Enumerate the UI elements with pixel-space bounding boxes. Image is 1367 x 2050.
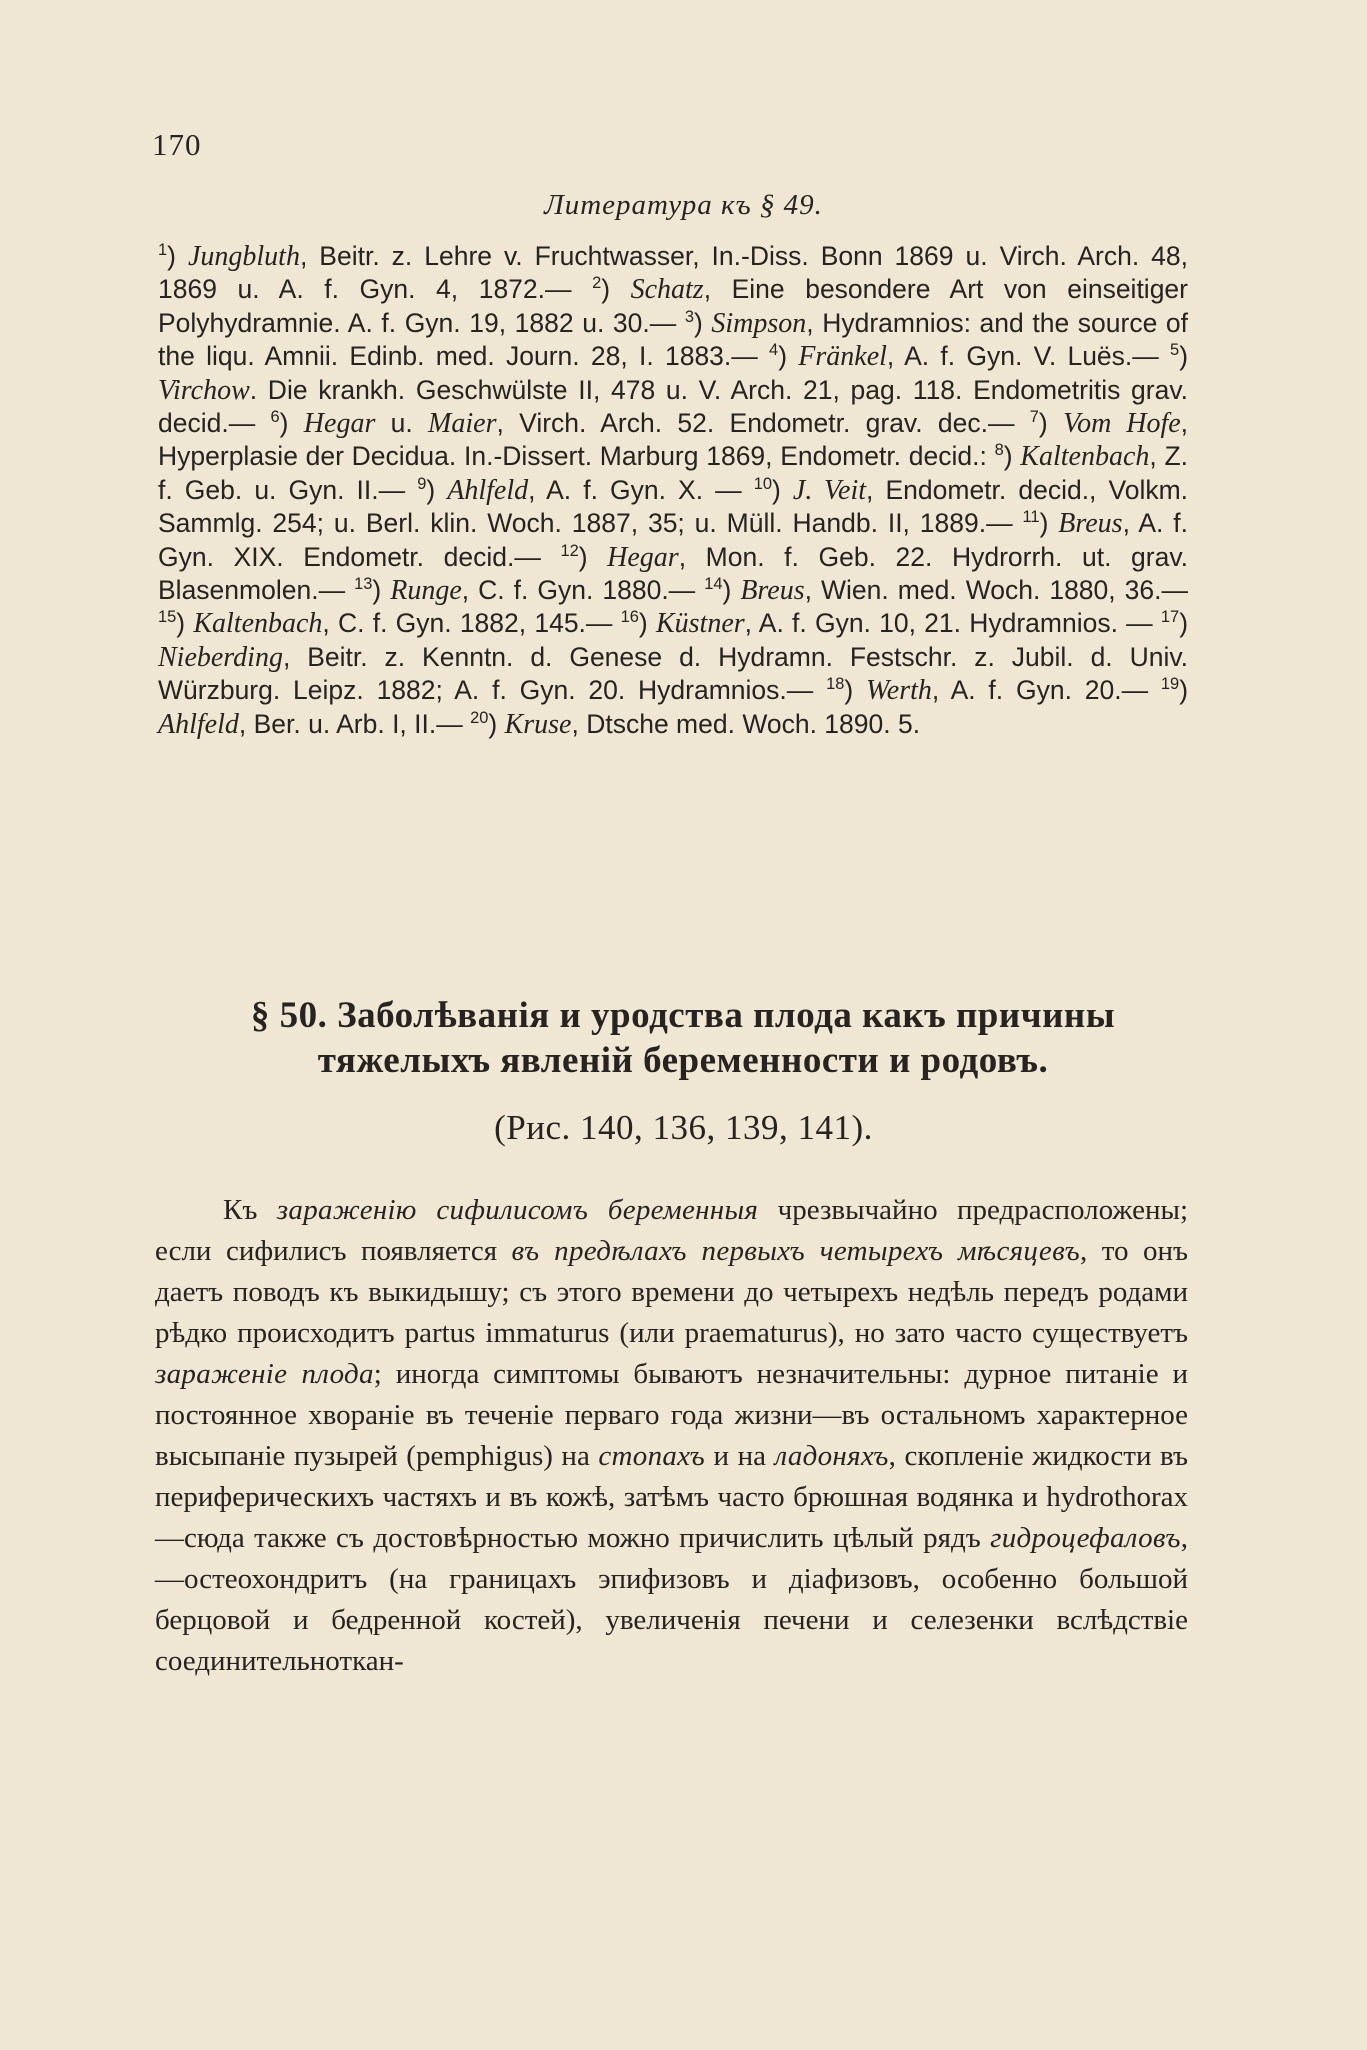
reference-author: Simpson: [711, 307, 807, 339]
body-text: [155, 1190, 1188, 1682]
reference-number: 9: [417, 475, 427, 494]
paragraph-text: , то онъ даетъ поводъ къ выкидышу; съ этого времени до четырехъ недѣль передъ родами рѣдко происходитъ partus immaturus (или praematurus), но зато часто существуетъ: [155, 1235, 1189, 1349]
reference-number: 6: [270, 408, 280, 427]
reference-author: Breus: [1058, 508, 1123, 540]
reference-text: , Z. f. Geb. u. Gyn. II.—: [158, 441, 1189, 505]
paragraph: [155, 1190, 1188, 1682]
reference-number: 4: [769, 341, 779, 360]
reference-text: , Virch. Arch. 52. Endometr. grav. dec.—: [496, 408, 1030, 439]
reference-text: , A. f. Gyn. 10, 21. Hydramnios. —: [744, 608, 1161, 639]
emphasis-text: въ предѣлахъ первыхъ четырехъ мѣсяцевъ: [511, 1235, 1080, 1267]
reference-number: 3: [684, 307, 694, 326]
literature-heading: Литература къ § 49.: [544, 189, 823, 221]
reference-number: 17: [1160, 608, 1180, 627]
reference-text: , Hyperplasie der Decidua. In.-Dissert. Marburg 1869, Endometr. decid.:: [158, 408, 1189, 472]
emphasis-text: зараженію сифилисомъ беременныя: [276, 1194, 759, 1226]
reference-text: , Beitr. z. Kenntn. d. Genese d. Hydramn. Festschr. z. Jubil. d. Univ. Würzburg. Leipz. 1882; A. f. Gyn. 20. Hydramnios.—: [158, 641, 1188, 706]
reference-author: Virchow: [158, 374, 250, 406]
reference-number: 5: [1170, 341, 1180, 360]
reference-author: Kruse: [504, 708, 572, 740]
reference-text: , C. f. Gyn. 1880.—: [461, 575, 705, 606]
reference-text: , Mon. f. Geb. 22. Hydrorrh. ut. grav. Blasenmolen.—: [158, 541, 1188, 606]
reference-number: 11: [1022, 508, 1040, 527]
reference-author: Ahlfeld: [158, 708, 239, 740]
emphasis-text: зараженіе плода: [155, 1358, 374, 1390]
reference-author: Runge: [390, 575, 462, 607]
paragraph-text: ; иногда симптомы бываютъ незначительны: дурное питаніе и постоянное хвораніе въ теченіе перваго года жизни—въ остальномъ характерное высыпаніе пузырей (pemphigus) на: [155, 1358, 1188, 1472]
reference-number: 8: [994, 441, 1004, 460]
reference-text: , A. f. Gyn. V. Luës.—: [886, 341, 1171, 372]
reference-text: , Beitr. z. Lehre v. Fruchtwasser, In.-Diss. Bonn 1869 u. Virch. Arch. 48, 1869 u. A. f. Gyn. 4, 1872.—: [158, 241, 1189, 305]
reference-author: Nieberding: [158, 641, 283, 673]
reference-number: 12: [560, 541, 579, 560]
reference-text: , Eine besondere Art von einseitiger Polyhydramnie. A. f. Gyn. 19, 1882 u. 30.—: [158, 274, 1188, 338]
paragraph-text: чрезвычайно предрасположены; если сифилисъ появляется: [155, 1194, 1189, 1267]
paragraph-text: , скопленіе жидкости въ периферическихъ частяхъ и въ кожѣ, затѣмъ часто брюшная водянка и hydrothorax—сюда также съ достовѣрностью можно причислить цѣлый рядъ: [155, 1440, 1188, 1554]
reference-text: . Die krankh. Geschwülste II, 478 u. V. Arch. 21, pag. 118. Endometritis grav. decid.—: [158, 374, 1188, 439]
reference-text: u.: [375, 408, 429, 439]
reference-text: , A. f. Gyn. X. —: [528, 474, 754, 505]
reference-author: Jungbluth: [187, 241, 300, 272]
reference-text: , A. f. Gyn. XIX. Endometr. decid.—: [158, 508, 1189, 572]
reference-number: 19: [1160, 675, 1180, 694]
reference-text: , Ber. u. Arb. I, II.—: [238, 708, 471, 739]
reference-text: , Wien. med. Woch. 1880, 36.—: [804, 575, 1188, 606]
emphasis-text: гидроцефаловъ: [990, 1522, 1181, 1554]
references-block: $^1$) Jungbluth, Beitr. z. Lehre v. Fruchtwasser, In.-Diss. Bonn 1869 u. Virch. Arch. 48, 1869 u. A. f. Gyn. 4, 1872.— $^2$) Schatz, Eine besondere Art von einseitiger Polyhydramnie. A. f. Gyn. 19, 1882 u. 30.— $^3$) Simpson, Hydramnios: and the source of the liqu. Amnii. Edinb. med. Journ. 28, I. 1883.— $^4$) Fränkel, A. f. Gyn. V. Luës.— $^5$) Virchow. Die krankh. Geschwülste II, 478 u. V. Arch. 21, pag. 118. Endometritis grav. decid.— $^6$) Hegar u. Maier, Virch. Arch. 52. Endometr. grav. dec.— $^7$) Vom Hofe, Hyperplasie der Decidua. In.-Dissert. Marburg 1869, Endometr. decid.: $^8$) Kaltenbach, Z. f. Geb. u. Gyn. II.— $^9$) Ahlfeld, A. f. Gyn. X. — $^{10}$) J. Veit, Endometr. decid., Volkm. Sammlg. 254; u. Berl. klin. Woch. 1887, 35; u. Müll. Handb. II, 1889.— $^{11}$) Breus, A. f. Gyn. XIX. Endometr. decid.— $^{12}$) Hegar, Mon. f. Geb. 22. Hydrorrh. ut. grav. Blasenmolen.— $^{13}$) Runge, C. f. Gyn. 1880.— $^{14}$) Breus, Wien. med. Woch. 1880, 36.— $^{15}$) Kaltenbach, C. f. Gyn. 1882, 145.— $^{16}$) Küstner, A. f. Gyn. 10, 21. Hydramnios. — $^{17}$) Nieberding, Beitr. z. Kenntn. d. Genese d. Hydramn. Festschr. z. Jubil. d. Univ. Würzburg. Leipz. 1882; A. f. Gyn. 20. Hydramnios.— $^{18}$) Werth, A. f. Gyn. 20.— $^{19}$) Ahlfeld, Ber. u. Arb. I, II.— $^{20}$) Kruse, Dtsche med. Woch. 1890. 5.: [158, 241, 1189, 740]
reference-author: Vom Hofe: [1063, 408, 1181, 440]
paragraph-text: и на: [704, 1440, 775, 1472]
reference-author: Hegar: [607, 541, 679, 573]
emphasis-text: стопахъ: [598, 1440, 705, 1472]
reference-number: 2: [592, 274, 602, 293]
reference-author: Kaltenbach: [1020, 441, 1150, 473]
reference-author: Breus: [740, 575, 805, 607]
reference-number: 14: [704, 575, 723, 594]
section-title-line-2: тяжелыхъ явленій беременности и родовъ.: [317, 1040, 1049, 1081]
reference-number: 10: [753, 475, 773, 494]
reference-text: , Endometr. decid., Volkm. Sammlg. 254; u. Berl. klin. Woch. 1887, 35; u. Müll. Handb. II, 1889.—: [158, 474, 1189, 539]
reference-number: 1: [158, 241, 168, 260]
reference-number: 16: [620, 608, 639, 627]
reference-author: J. Veit: [792, 474, 867, 506]
reference-author: Maier: [428, 408, 497, 440]
figure-references: (Рис. 140, 136, 139, 141).: [494, 1108, 873, 1147]
emphasis-text: ладоняхъ: [774, 1440, 889, 1472]
reference-text: , Dtsche med. Woch. 1890. 5.: [571, 708, 921, 739]
reference-author: Werth: [866, 675, 932, 707]
reference-author: Küstner: [655, 608, 745, 640]
reference-author: Fränkel: [798, 341, 887, 373]
reference-author: Schatz: [630, 274, 704, 306]
reference-author: Ahlfeld: [447, 474, 529, 506]
reference-author: Kaltenbach: [193, 608, 323, 640]
reference-number: 7: [1029, 408, 1039, 427]
reference-number: 20: [470, 708, 489, 727]
page-number: 170: [152, 127, 202, 162]
reference-text: , A. f. Gyn. 20.—: [931, 675, 1161, 706]
section-title-line-1: § 50. Заболѣванія и уродства плода какъ причины: [250, 995, 1116, 1036]
reference-text: , C. f. Gyn. 1882, 145.—: [322, 608, 621, 639]
paragraph-text: Къ: [223, 1194, 277, 1226]
reference-author: Hegar: [303, 408, 376, 440]
section-title: [158, 993, 1208, 1083]
reference-number: 18: [826, 675, 845, 694]
reference-number: 13: [354, 575, 373, 594]
reference-number: 15: [158, 608, 177, 627]
reference-text: , Hydramnios: and the source of the liqu. Amnii. Edinb. med. Journ. 28, I. 1883.—: [158, 307, 1188, 372]
paragraph-text: ,—остеохондритъ (на границахъ эпифизовъ и діафизовъ, особенно большой берцовой и бедренной костей), увеличенія печени и селезенки вслѣдствіе соединительноткан-: [155, 1522, 1188, 1677]
